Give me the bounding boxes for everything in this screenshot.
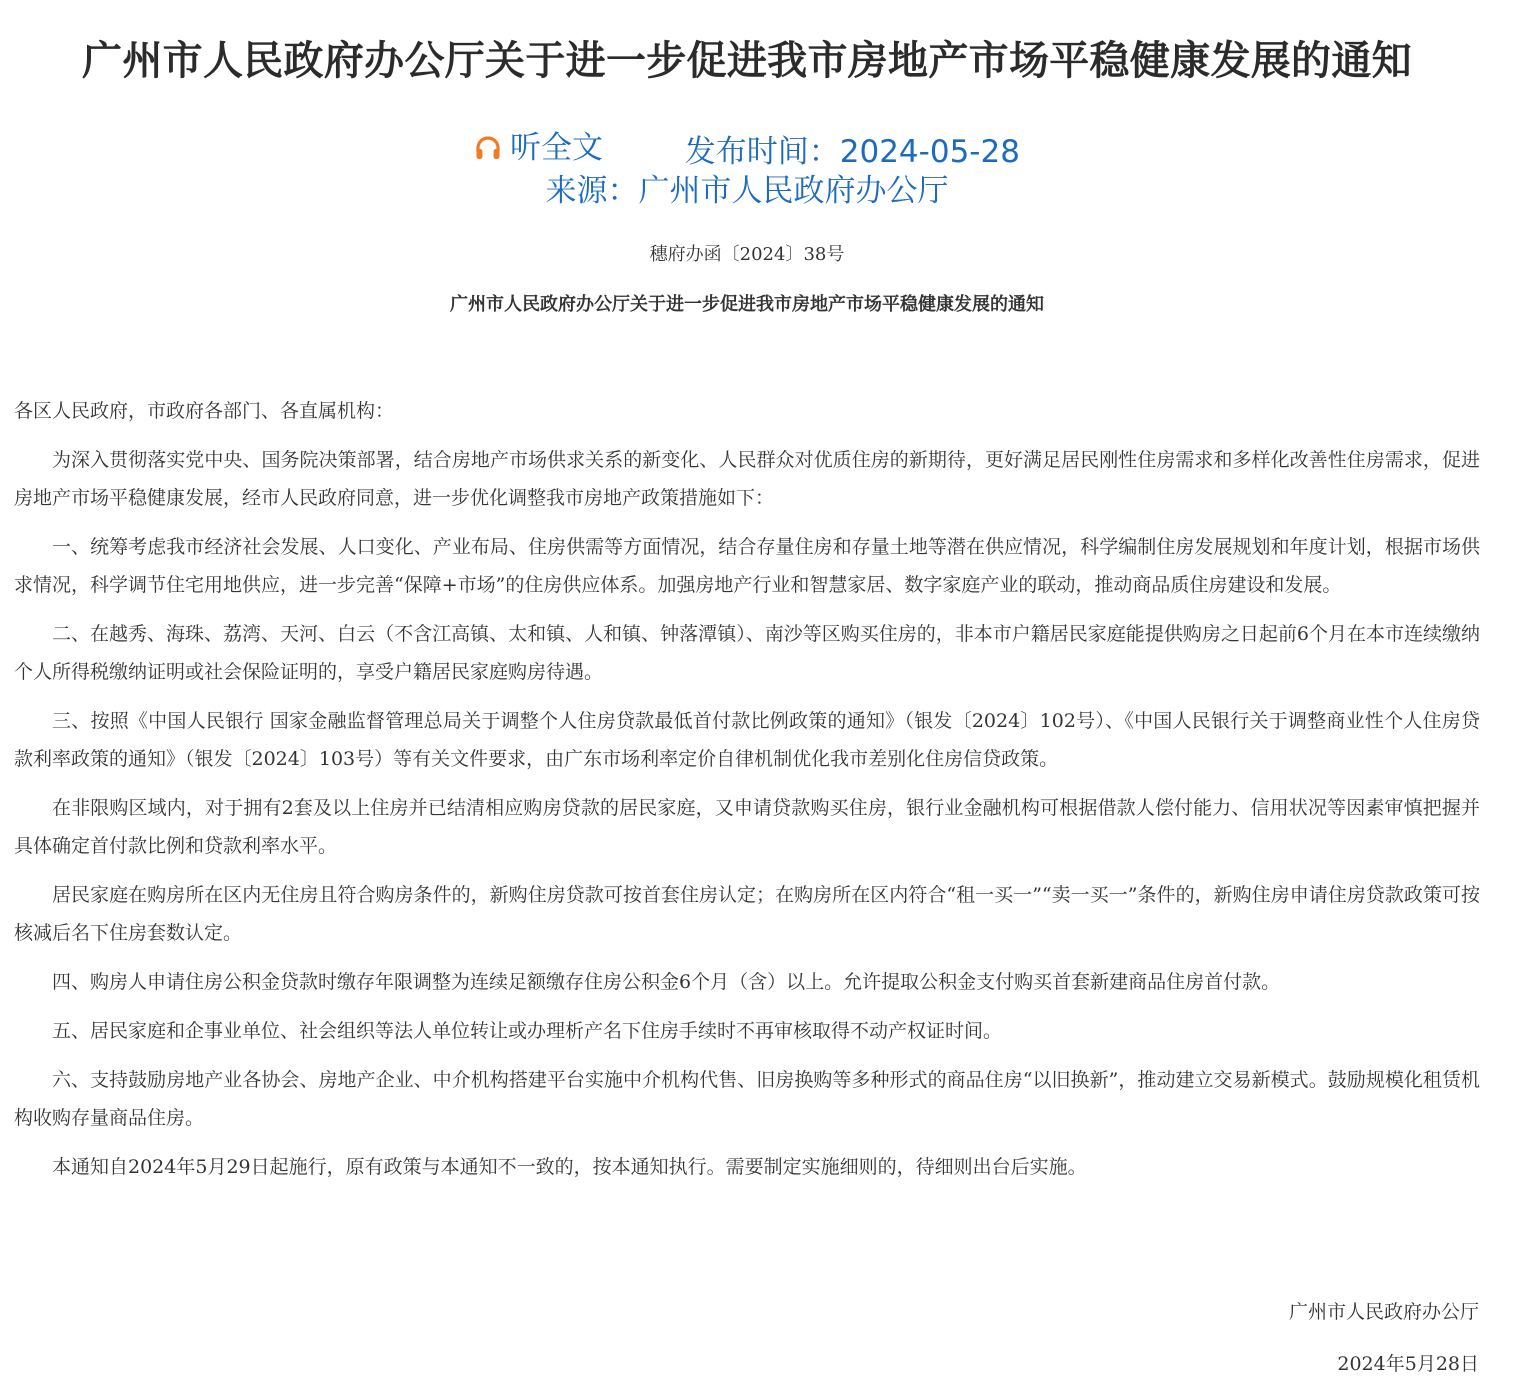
paragraph: 六、支持鼓励房地产业各协会、房地产企业、中介机构搭建平台实施中介机构代售、旧房换购等多种形式的商品住房“以旧换新”，推动建立交易新模式。鼓励规模化租赁机构收购存量商品住房。 bbox=[14, 1069, 1480, 1129]
sign-date: 2024年5月28日 bbox=[1337, 1353, 1479, 1375]
salutation: 各区人民政府，市政府各部门、各直属机构： bbox=[14, 400, 395, 422]
meta-line bbox=[0, 126, 1494, 174]
document-subtitle: 广州市人民政府办公厅关于进一步促进我市房地产市场平稳健康发展的通知 bbox=[450, 294, 1044, 315]
paragraph: 本通知自2024年5月29日起施行，原有政策与本通知不一致的，按本通知执行。需要制定实施细则的，待细则出台后实施。 bbox=[52, 1156, 1087, 1178]
paragraph: 三、按照《中国人民银行 国家金融监督管理总局关于调整个人住房贷款最低首付款比例政策的通知》（银发〔2024〕102号）、《中国人民银行关于调整商业性个人住房贷款利率政策的通知》（银发〔2024〕103号）等有关文件要求，由广东市场利率定价自律机制优化我市差别化住房信贷政策。 bbox=[14, 710, 1480, 770]
page-title: 广州市人民政府办公厅关于进一步促进我市房地产市场平稳健康发展的通知 bbox=[82, 38, 1412, 84]
listen-label[interactable]: 听全文 bbox=[510, 130, 604, 166]
document-number: 穗府办函〔2024〕38号 bbox=[649, 244, 845, 265]
signature: 广州市人民政府办公厅 bbox=[1288, 1301, 1479, 1323]
headphones-icon bbox=[474, 134, 510, 162]
paragraph: 二、在越秀、海珠、荔湾、天河、白云（不含江高镇、太和镇、人和镇、钟落潭镇）、南沙等区购买住房的，非本市户籍居民家庭能提供购房之日起前6个月在本市连续缴纳个人所得税缴纳证明或社会保险证明的，享受户籍居民家庭购房待遇。 bbox=[14, 623, 1480, 683]
paragraph: 居民家庭在购房所在区内无住房且符合购房条件的，新购住房贷款可按首套住房认定；在购房所在区内符合“租一买一”“卖一买一”条件的，新购住房申请住房贷款政策可按核减后名下住房套数认定。 bbox=[14, 884, 1480, 944]
paragraph: 一、统筹考虑我市经济社会发展、人口变化、产业布局、住房供需等方面情况，结合存量住房和存量土地等潜在供应情况，科学编制住房发展规划和年度计划，根据市场供求情况，科学调节住宅用地供应，进一步完善“保障+市场”的住房供应体系。加强房地产行业和智慧家居、数字家庭产业的联动，推动商品质住房建设和发展。 bbox=[14, 536, 1480, 596]
publish-time: 发布时间：2024-05-28 bbox=[684, 134, 1020, 170]
listen-button[interactable] bbox=[474, 126, 603, 170]
paragraph: 五、居民家庭和企事业单位、社会组织等法人单位转让或办理析产名下住房手续时不再审核取得不动产权证时间。 bbox=[52, 1020, 1003, 1042]
paragraph: 四、购房人申请住房公积金贷款时缴存年限调整为连续足额缴存住房公积金6个月（含）以上。允许提取公积金支付购买首套新建商品住房首付款。 bbox=[52, 971, 1281, 993]
source-line: 来源：广州市人民政府办公厅 bbox=[545, 173, 949, 209]
paragraph: 为深入贯彻落实党中央、国务院决策部署，结合房地产市场供求关系的新变化、人民群众对优质住房的新期待，更好满足居民刚性住房需求和多样化改善性住房需求，促进房地产市场平稳健康发展，经市人民政府同意，进一步优化调整我市房地产政策措施如下： bbox=[14, 449, 1480, 509]
document-body bbox=[14, 392, 1480, 1186]
paragraph: 在非限购区域内，对于拥有2套及以上住房并已结清相应购房贷款的居民家庭，又申请贷款购买住房，银行业金融机构可根据借款人偿付能力、信用状况等因素审慎把握并具体确定首付款比例和贷款利率水平。 bbox=[14, 797, 1480, 857]
